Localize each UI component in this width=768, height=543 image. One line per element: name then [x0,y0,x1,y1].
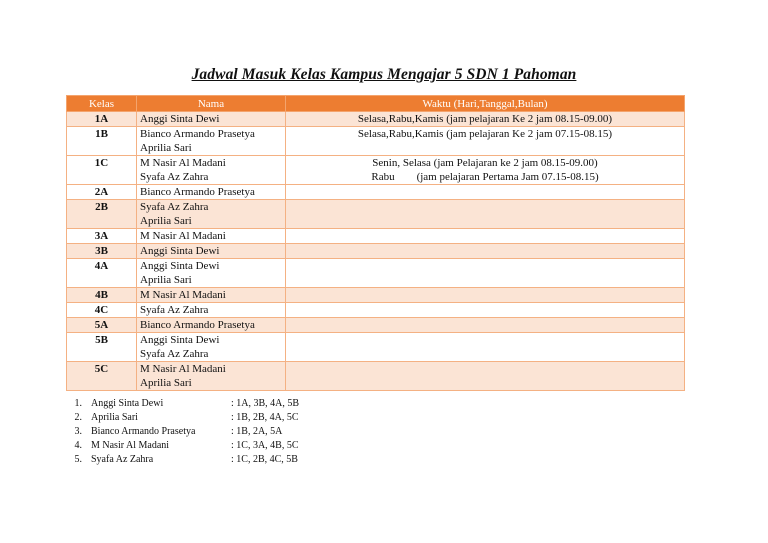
summary-name: M Nasir Al Madani [91,440,170,451]
cell-waktu [286,200,685,229]
summary-classes: : 1A, 3B, 4A, 5B [231,398,300,409]
cell-kelas: 5A [67,318,137,333]
page-title: Jadwal Masuk Kelas Kampus Mengajar 5 SDN 1 Pahoman [191,66,577,83]
teacher-name: Aprilia Sari [140,377,192,389]
table-row [67,259,685,288]
cell-waktu [286,229,685,244]
cell-waktu [286,127,685,156]
teacher-name: M Nasir Al Madani [140,363,226,375]
cell-waktu [286,112,685,127]
table-row [67,229,685,244]
teacher-name: Aprilia Sari [140,274,192,286]
summary-item [66,425,351,439]
summary-name: Aprilia Sari [91,412,138,423]
teacher-name: Syafa Az Zahra [140,304,209,316]
cell-nama [137,259,286,288]
summary-classes: : 1B, 2A, 5A [231,426,283,437]
schedule-time: Rabu (jam pelajaran Pertama Jam 07.15-08.15) [371,171,599,183]
schedule-body [67,112,685,391]
summary-classes: : 1C, 2B, 4C, 5B [231,454,298,465]
cell-kelas: 1A [67,112,137,127]
cell-waktu [286,259,685,288]
table-row [67,156,685,185]
cell-nama [137,244,286,259]
table-row [67,288,685,303]
table-row [67,112,685,127]
cell-kelas: 2A [67,185,137,200]
summary-name: Anggi Sinta Dewi [91,398,164,409]
cell-kelas: 5C [67,362,137,391]
table-header-row [67,96,685,112]
header-waktu: Waktu (Hari,Tanggal,Bulan) [286,96,685,112]
summary-number: 1. [74,398,82,409]
schedule-time: Selasa,Rabu,Kamis (jam pelajaran Ke 2 jam 07.15-08.15) [357,128,613,140]
summary-item [66,453,351,467]
table-row [67,127,685,156]
cell-nama [137,362,286,391]
teacher-name: Anggi Sinta Dewi [140,245,220,257]
cell-nama [137,200,286,229]
teacher-name: Anggi Sinta Dewi [140,260,220,272]
cell-kelas: 1C [67,156,137,185]
cell-kelas: 1B [67,127,137,156]
teacher-name: Anggi Sinta Dewi [140,113,220,125]
teacher-name: Aprilia Sari [140,215,192,227]
schedule-time: Selasa,Rabu,Kamis (jam pelajaran Ke 2 jam 08.15-09.00) [357,113,613,125]
cell-waktu [286,288,685,303]
cell-nama [137,185,286,200]
cell-waktu [286,156,685,185]
cell-nama [137,156,286,185]
cell-kelas: 3B [67,244,137,259]
summary-number: 2. [74,412,82,423]
summary-name: Syafa Az Zahra [91,454,154,465]
cell-waktu [286,244,685,259]
cell-waktu [286,362,685,391]
teacher-name: Syafa Az Zahra [140,348,209,360]
cell-waktu [286,303,685,318]
teacher-name: Anggi Sinta Dewi [140,334,220,346]
summary-number: 5. [74,454,82,465]
summary-item [66,397,351,411]
cell-waktu [286,185,685,200]
summary-item [66,439,351,453]
teacher-name: Syafa Az Zahra [140,201,209,213]
table-row [67,362,685,391]
teacher-name: M Nasir Al Madani [140,289,226,301]
teacher-class-summary [66,397,351,467]
schedule-time: Senin, Selasa (jam Pelajaran ke 2 jam 08.15-09.00) [372,157,598,169]
teacher-name: M Nasir Al Madani [140,230,226,242]
teacher-name: Aprilia Sari [140,142,192,154]
table-row [67,244,685,259]
cell-kelas: 5B [67,333,137,362]
cell-kelas: 4B [67,288,137,303]
cell-nama [137,318,286,333]
summary-number: 3. [74,426,82,437]
cell-waktu [286,333,685,362]
cell-nama [137,229,286,244]
table-row [67,185,685,200]
teacher-name: Bianco Armando Prasetya [140,319,255,331]
table-row [67,318,685,333]
table-row [67,200,685,229]
schedule-table [66,95,685,391]
cell-kelas: 4A [67,259,137,288]
cell-nama [137,112,286,127]
cell-waktu [286,318,685,333]
summary-number: 4. [74,440,82,451]
summary-item [66,411,351,425]
cell-nama [137,288,286,303]
summary-classes: : 1C, 3A, 4B, 5C [231,440,299,451]
teacher-name: Bianco Armando Prasetya [140,186,255,198]
header-kelas: Kelas [67,96,137,112]
cell-kelas: 3A [67,229,137,244]
cell-kelas: 2B [67,200,137,229]
cell-nama [137,333,286,362]
teacher-name: Bianco Armando Prasetya [140,128,255,140]
summary-classes: : 1B, 2B, 4A, 5C [231,412,299,423]
summary-name: Bianco Armando Prasetya [91,426,196,437]
header-nama: Nama [137,96,286,112]
cell-nama [137,303,286,318]
cell-nama [137,127,286,156]
table-row [67,333,685,362]
teacher-name: Syafa Az Zahra [140,171,209,183]
cell-kelas: 4C [67,303,137,318]
teacher-name: M Nasir Al Madani [140,157,226,169]
table-row [67,303,685,318]
